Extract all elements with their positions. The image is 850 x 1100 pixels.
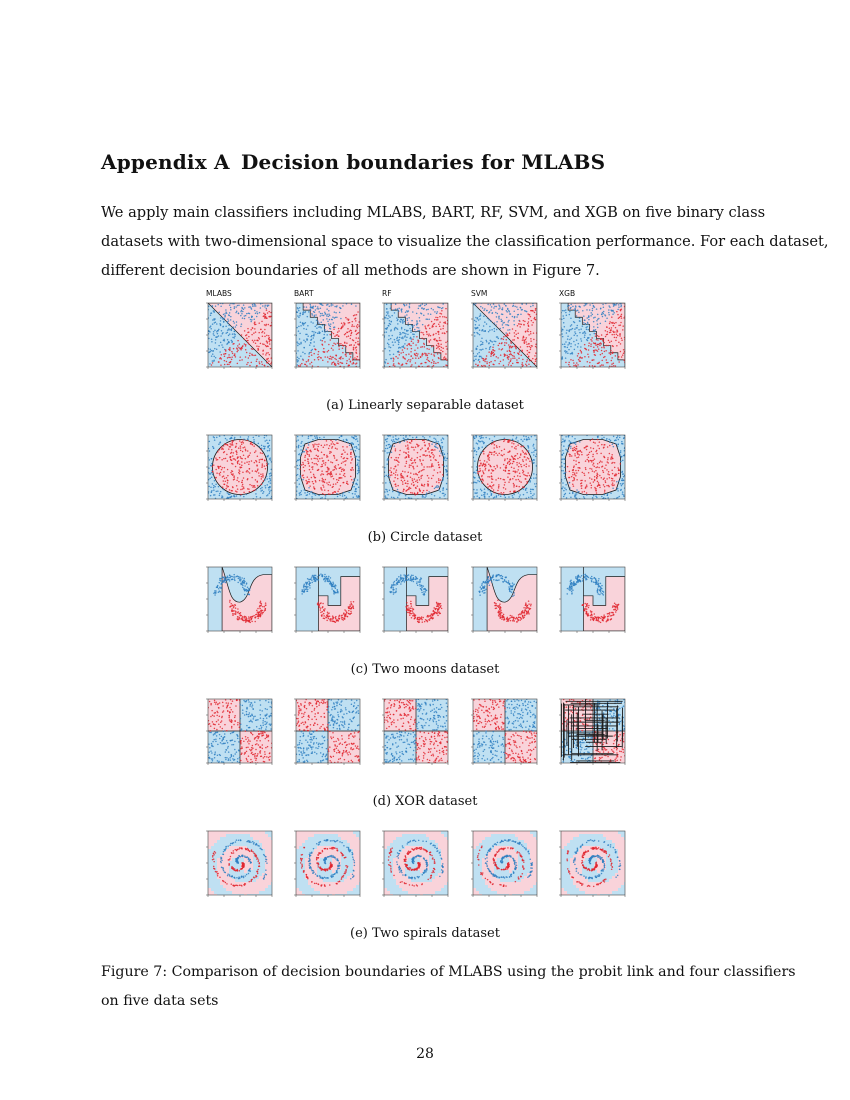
decision-boundary-plot xyxy=(375,298,451,378)
decision-boundary-plot xyxy=(199,694,275,774)
method-label-bart: BART xyxy=(294,289,314,298)
figure-caption-line: Figure 7: Comparison of decision boundaries of MLABS using the probit link and four classifiers xyxy=(101,964,796,980)
panel-linear-xgb xyxy=(552,298,628,378)
figure-caption xyxy=(101,958,796,1016)
panel-spirals-xgb xyxy=(552,826,628,906)
panel-circle-xgb xyxy=(552,430,628,510)
intro-paragraph xyxy=(101,198,829,285)
decision-boundary-plot xyxy=(552,694,628,774)
panel-spirals-mlabs xyxy=(199,826,275,906)
panel-spirals-bart xyxy=(287,826,363,906)
page-number: 28 xyxy=(416,1046,434,1062)
panel-circle-mlabs xyxy=(199,430,275,510)
panel-circle-svm xyxy=(464,430,540,510)
decision-boundary-plot xyxy=(464,562,540,642)
decision-boundary-plot xyxy=(464,430,540,510)
panel-linear-mlabs xyxy=(199,298,275,378)
method-label-rf: RF xyxy=(382,289,392,298)
panel-circle-bart xyxy=(287,430,363,510)
section-heading: Decision boundaries for MLABS xyxy=(241,150,606,174)
panel-moons-mlabs xyxy=(199,562,275,642)
subcaption-c: (c) Two moons dataset xyxy=(350,662,500,677)
subcaption-d: (d) XOR dataset xyxy=(372,794,478,809)
figure-row-linear xyxy=(200,298,650,378)
decision-boundary-plot xyxy=(552,430,628,510)
panel-linear-rf xyxy=(375,298,451,378)
decision-boundary-plot xyxy=(552,826,628,906)
panel-moons-rf xyxy=(375,562,451,642)
paragraph-line: different decision boundaries of all methods are shown in Figure 7. xyxy=(101,262,600,279)
decision-boundary-plot xyxy=(199,562,275,642)
decision-boundary-plot xyxy=(375,562,451,642)
paragraph-line: datasets with two-dimensional space to visualize the classification performance. For each dataset, xyxy=(101,233,829,250)
decision-boundary-plot xyxy=(375,430,451,510)
decision-boundary-plot xyxy=(287,826,363,906)
method-label-xgb: XGB xyxy=(559,289,576,298)
section-title xyxy=(101,150,605,174)
decision-boundary-plot xyxy=(199,430,275,510)
panel-moons-xgb xyxy=(552,562,628,642)
panel-moons-svm xyxy=(464,562,540,642)
panel-spirals-svm xyxy=(464,826,540,906)
section-number: Appendix A xyxy=(101,150,230,174)
figure-row-xor xyxy=(200,694,650,774)
panel-xor-rf xyxy=(375,694,451,774)
figure-row-spirals xyxy=(200,826,650,906)
decision-boundary-plot xyxy=(552,562,628,642)
decision-boundary-plot xyxy=(287,694,363,774)
panel-moons-bart xyxy=(287,562,363,642)
subcaption-a: (a) Linearly separable dataset xyxy=(326,398,524,413)
decision-boundary-plot xyxy=(552,298,628,378)
panel-spirals-rf xyxy=(375,826,451,906)
method-label-svm: SVM xyxy=(471,289,488,298)
decision-boundary-plot xyxy=(287,562,363,642)
decision-boundary-plot xyxy=(464,826,540,906)
figure-row-moons xyxy=(200,562,650,642)
panel-xor-mlabs xyxy=(199,694,275,774)
figure-caption-line: on five data sets xyxy=(101,993,219,1009)
panel-linear-bart xyxy=(287,298,363,378)
decision-boundary-plot xyxy=(287,298,363,378)
method-label-mlabs: MLABS xyxy=(206,289,232,298)
decision-boundary-plot xyxy=(464,298,540,378)
subcaption-b: (b) Circle dataset xyxy=(367,530,483,545)
decision-boundary-plot xyxy=(464,694,540,774)
decision-boundary-plot xyxy=(199,298,275,378)
paragraph-line: We apply main classifiers including MLABS, BART, RF, SVM, and XGB on five binary class xyxy=(101,204,766,221)
decision-boundary-plot xyxy=(287,430,363,510)
subcaption-e: (e) Two spirals dataset xyxy=(350,926,500,941)
decision-boundary-plot xyxy=(375,826,451,906)
panel-xor-bart xyxy=(287,694,363,774)
panel-circle-rf xyxy=(375,430,451,510)
panel-linear-svm xyxy=(464,298,540,378)
decision-boundary-plot xyxy=(199,826,275,906)
panel-xor-svm xyxy=(464,694,540,774)
figure-row-circle xyxy=(200,430,650,510)
decision-boundary-plot xyxy=(375,694,451,774)
panel-xor-xgb xyxy=(552,694,628,774)
